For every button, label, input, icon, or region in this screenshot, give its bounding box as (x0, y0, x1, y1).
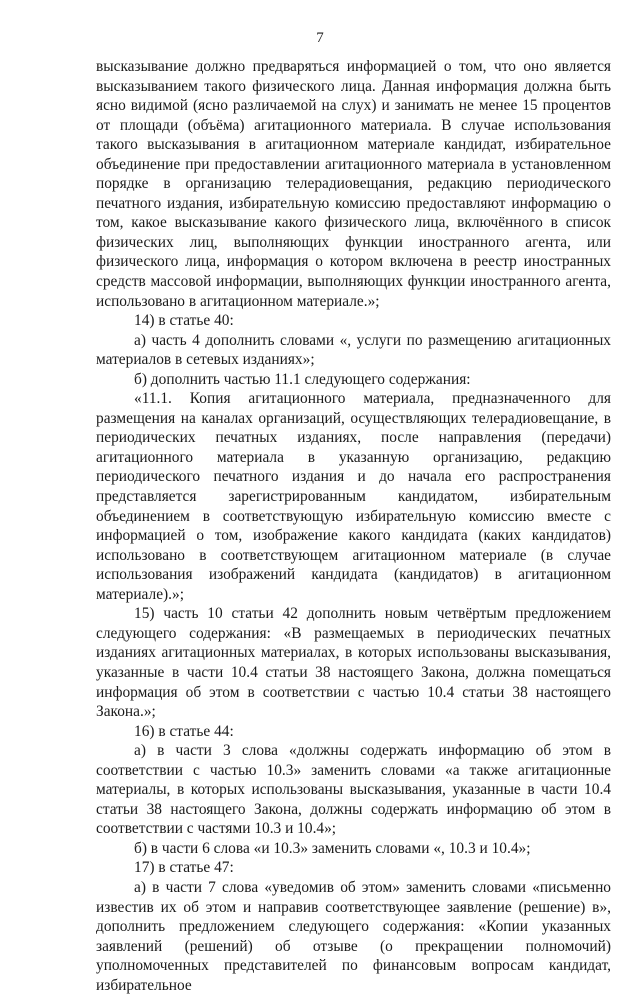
paragraph-item-16: 16) в статье 44: (134, 722, 234, 740)
paragraph-item-17: 17) в статье 47: (134, 859, 234, 877)
paragraph-quote-11-1: «11.1. Копия агитационного материала, предназначенного для размещения на каналах организаций, осуществляющих телерадиовещание, в периодических печатных изданиях, после направления (передачи) агитационного материала в указанную организацию, редакцию периодического печатного издания и до начала его распространения представляется зарегистрированным кандидатом, избирательным объединением в соответствующую избирательную комиссию вместе с информацией о том, изображение какого кандидата (каких кандидатов) использовано в соответствующем агитационном материале (в случае использования изображений кандидата (кандидатов) в агитационном материале).»; (96, 390, 611, 603)
page-number: 7 (316, 30, 324, 46)
paragraph-item-17a: а) в части 7 слова «уведомив об этом» заменить словами «письменно известив их об этом и направив соответствующее заявление (решение) в», дополнить предложением следующего содержания: «Копии указанных заявлений (решений) об отзыве (о прекращении полномочий) уполномоченных представителей по финансовым вопросам кандидат, избирательное (96, 878, 611, 994)
paragraph-item-15: 15) часть 10 статьи 42 дополнить новым четвёртым предложением следующего содержания: «В размещаемых в периодических печатных изданиях агитационных материалах, в которых использованы высказывания, указанные в части 10.4 статьи 38 настоящего Закона, должна помещаться информация об этом в соответствии с частью 10.4 статьи 38 настоящего Закона.»; (96, 605, 611, 721)
paragraph-item-16b: б) в части 6 слова «и 10.3» заменить словами «, 10.3 и 10.4»; (134, 839, 531, 857)
body-text (96, 57, 611, 995)
paragraph-item-14a: а) часть 4 дополнить словами «, услуги по размещению агитационных материалов в сетевых изданиях»; (96, 331, 611, 369)
paragraph-item-14: 14) в статье 40: (134, 312, 234, 330)
paragraph-continuation: высказывание должно предваряться информацией о том, что оно является высказыванием такого физического лица. Данная информация должна быть ясно видимой (ясно различаемой на слух) и занимать не менее 15 процентов от площади (объёма) агитационного материала. В случае использования такого высказывания в агитационном материале кандидат, избирательное объединение при предоставлении агитационного материала в установленном порядке в организацию телерадиовещания, редакцию периодического печатного издания, избирательную комиссию предоставляют информацию о том, какое высказывание какого физического лица, включённого в список физических лиц, выполняющих функции иностранного агента, или физического лица, информация о котором включена в реестр иностранных средств массовой информации, выполняющих функции иностранного агента, использовано в агитационном материале.»; (96, 58, 611, 310)
paragraph-item-16a: а) в части 3 слова «должны содержать информацию об этом в соответствии с частью 10.3» заменить словами «а также агитационные материалы, в которых использованы высказывания, указанные в части 10.4 статьи 38 настоящего Закона, должны содержать информацию об этом в соответствии с частями 10.3 и 10.4»; (96, 742, 611, 838)
paragraph-item-14b: б) дополнить частью 11.1 следующего содержания: (134, 370, 471, 388)
